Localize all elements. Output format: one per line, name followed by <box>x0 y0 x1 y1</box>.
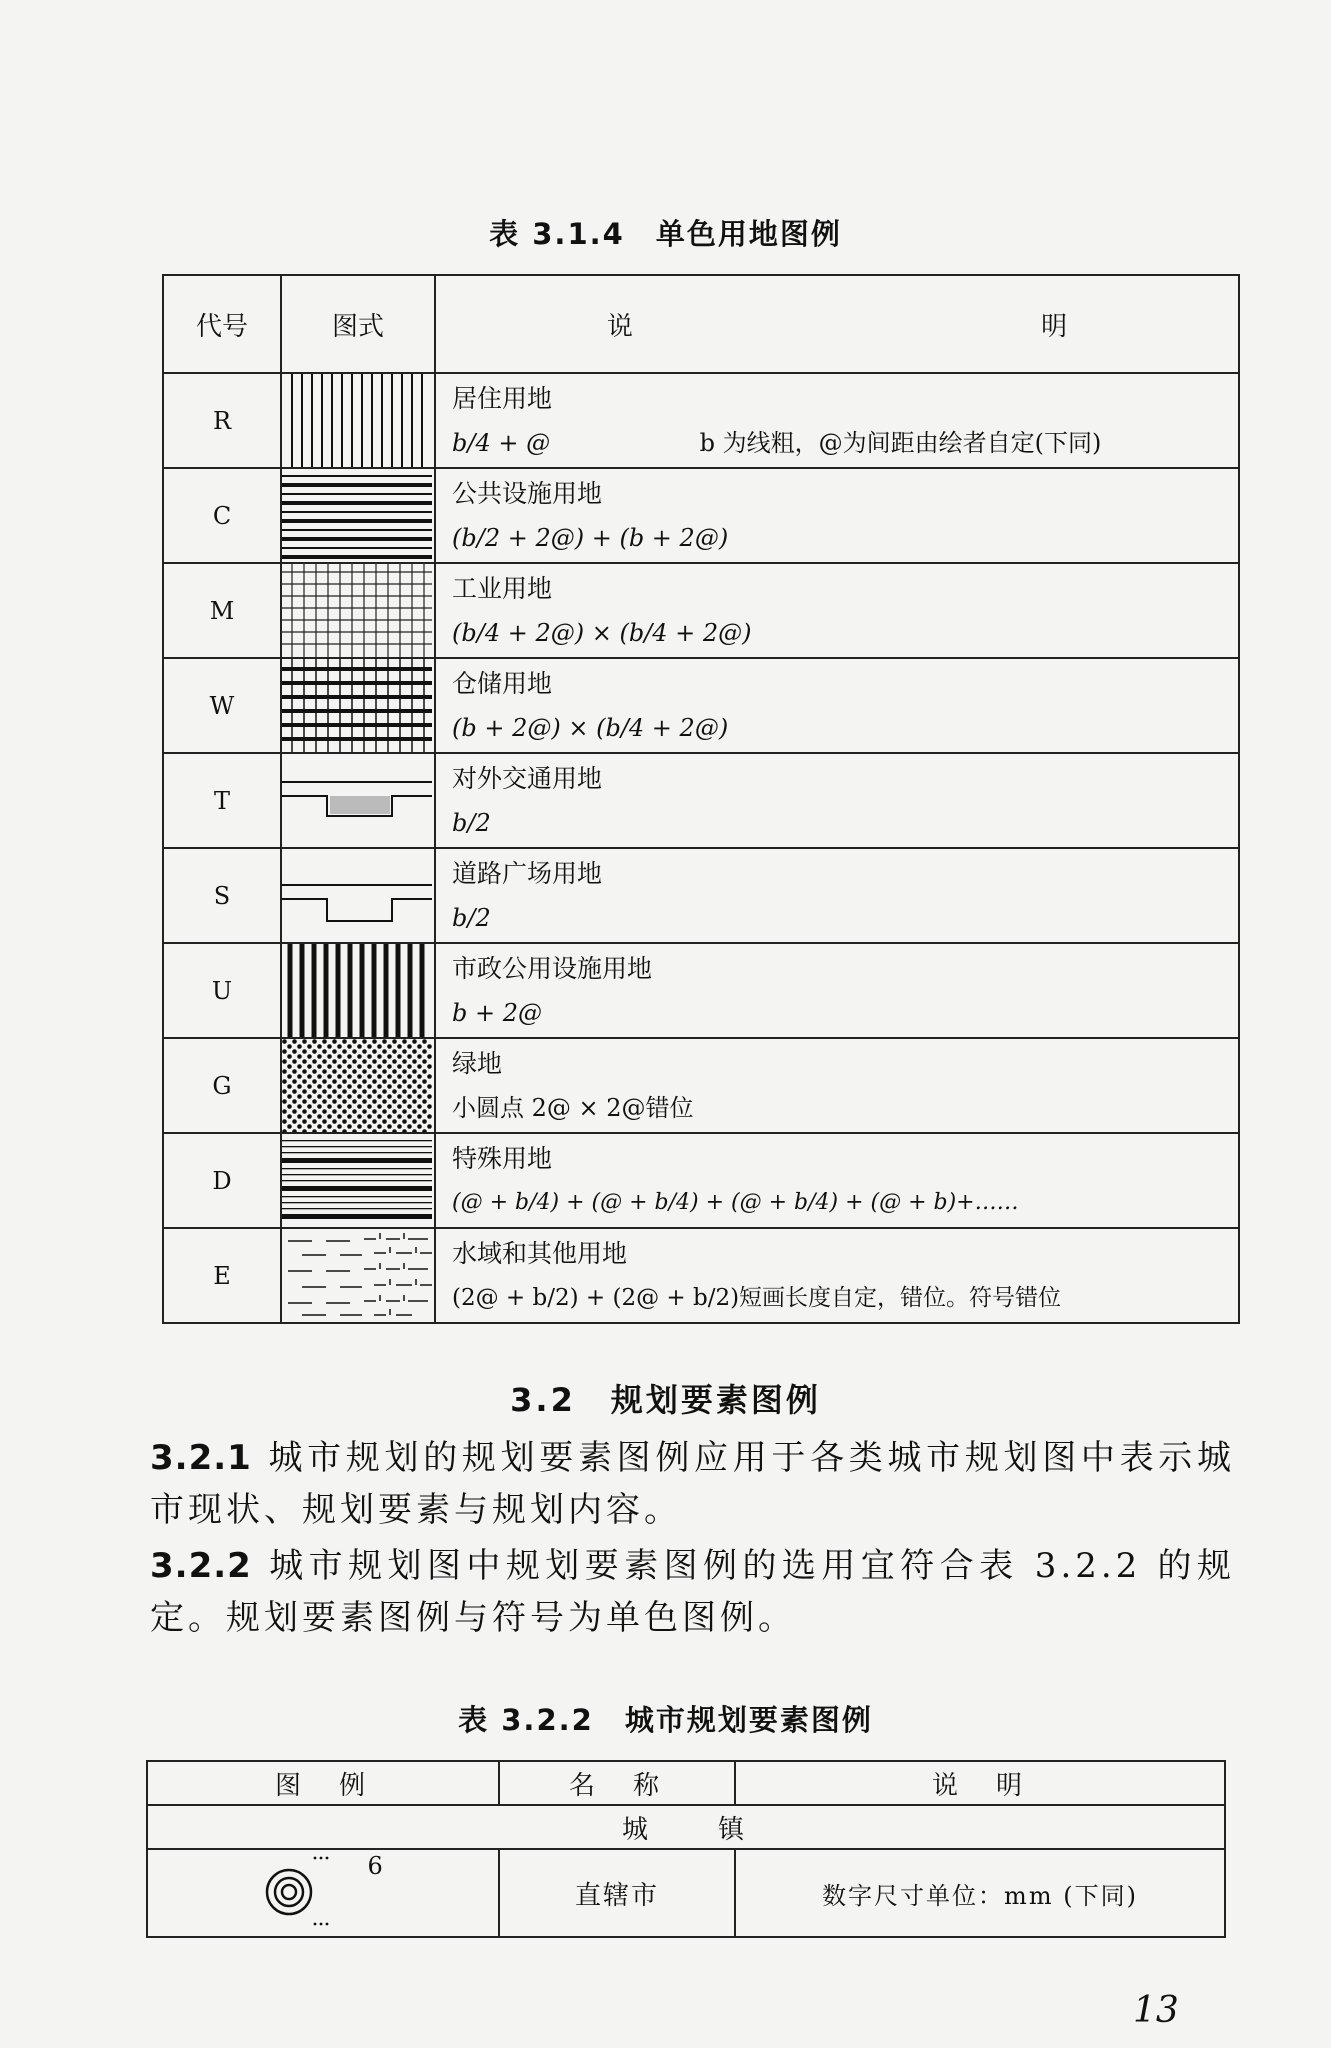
group-label: 城 镇 <box>147 1805 1225 1849</box>
bold-grid-icon <box>281 658 435 753</box>
table-row <box>147 1849 1225 1937</box>
section-heading: 3.2 规划要素图例 <box>510 1381 821 1419</box>
row-description <box>435 848 1239 943</box>
road-notch-icon <box>281 848 435 943</box>
symbol-size: 6 <box>367 1851 383 1880</box>
row-description <box>435 563 1239 658</box>
bold-vertical-hatch-icon <box>281 943 435 1038</box>
header-description: 说 明 <box>735 1761 1225 1805</box>
row-name: 水域和其他用地 <box>452 1238 628 1268</box>
paragraph-3-2-2 <box>150 1540 1235 1644</box>
row-code: D <box>163 1133 281 1228</box>
header-description <box>435 275 1239 373</box>
row-name: 对外交通用地 <box>452 763 603 793</box>
fine-grid-icon <box>281 563 435 658</box>
horizontal-stripe-icon <box>281 468 435 563</box>
row-note: (@ + b/4) + (@ + b/4) + (@ + b/4) + (@ + b)+…… <box>452 1189 1019 1215</box>
row-description <box>435 468 1239 563</box>
clause-number: 3.2.1 <box>150 1438 252 1478</box>
table-row <box>163 468 1239 563</box>
table-row <box>163 753 1239 848</box>
table-row <box>163 1038 1239 1133</box>
header-pattern: 图式 <box>281 275 435 373</box>
table-header-row <box>163 275 1239 373</box>
row-name: 居住用地 <box>452 383 553 413</box>
row-description <box>435 1038 1239 1133</box>
row-note: (b/4 + 2@) × (b/4 + 2@) <box>452 618 752 647</box>
row-note: 小圆点 2@ × 2@错位 <box>452 1093 694 1122</box>
legend-cell <box>147 1849 499 1937</box>
row-name: 市政公用设施用地 <box>452 953 653 983</box>
header-name: 名 称 <box>499 1761 735 1805</box>
row-note: b + 2@ <box>452 998 542 1027</box>
table-2-caption: 表 3.2.2 城市规划要素图例 <box>458 1703 873 1737</box>
table-row <box>163 1133 1239 1228</box>
row-description: 数字尺寸单位：mm (下同) <box>735 1849 1225 1937</box>
row-code: T <box>163 753 281 848</box>
clause-number: 3.2.2 <box>150 1546 252 1586</box>
row-description <box>435 1133 1239 1228</box>
table-row <box>163 373 1239 468</box>
row-extra: b 为线粗，@为间距由绘者自定(下同) <box>699 428 1102 457</box>
header-desc-right: 明 <box>1041 311 1068 342</box>
table-row <box>163 658 1239 753</box>
traffic-notch-icon <box>281 753 435 848</box>
concentric-circles-icon <box>263 1852 353 1935</box>
row-description <box>435 373 1239 468</box>
row-note: b/4 + @ <box>452 428 551 457</box>
header-desc-left: 说 <box>606 311 633 342</box>
row-description <box>435 658 1239 753</box>
row-description <box>435 753 1239 848</box>
row-note: b/2 <box>452 808 491 837</box>
header-legend: 图 例 <box>147 1761 499 1805</box>
table-row <box>163 848 1239 943</box>
row-code: W <box>163 658 281 753</box>
row-name: 工业用地 <box>452 573 553 603</box>
table-1-caption: 表 3.1.4 单色用地图例 <box>489 217 842 251</box>
row-name: 道路广场用地 <box>452 858 603 888</box>
paragraph-3-2-1 <box>150 1432 1235 1536</box>
water-dash-icon <box>281 1228 435 1323</box>
clause-text: 城市规划的规划要素图例应用于各类城市规划图中表示城市现状、规划要素与规划内容。 <box>150 1438 1235 1530</box>
page-number: 13 <box>1133 1990 1179 2031</box>
planning-element-legend-table <box>146 1760 1226 1938</box>
row-code: G <box>163 1038 281 1133</box>
table-header-row <box>147 1761 1225 1805</box>
row-note: (b/2 + 2@) + (b + 2@) <box>452 523 729 552</box>
row-name: 绿地 <box>452 1048 503 1078</box>
row-note: (b + 2@) × (b/4 + 2@) <box>452 713 729 742</box>
row-name: 直辖市 <box>499 1849 735 1937</box>
clause-text: 城市规划图中规划要素图例的选用宜符合表 3.2.2 的规定。规划要素图例与符号为单色图例。 <box>150 1546 1235 1638</box>
row-code: M <box>163 563 281 658</box>
row-code: R <box>163 373 281 468</box>
row-code: E <box>163 1228 281 1323</box>
vertical-hatch-icon <box>281 373 435 468</box>
row-note: (2@ + b/2) + (2@ + b/2)短画长度自定，错位。符号错位 <box>452 1284 1062 1311</box>
row-description <box>435 943 1239 1038</box>
row-name: 特殊用地 <box>452 1143 553 1173</box>
row-description <box>435 1228 1239 1323</box>
table-row <box>163 563 1239 658</box>
mixed-stripe-icon <box>281 1133 435 1228</box>
row-name: 公共设施用地 <box>452 478 603 508</box>
table-row <box>163 943 1239 1038</box>
land-use-legend-table <box>162 274 1240 1324</box>
row-note: b/2 <box>452 903 491 932</box>
row-name: 仓储用地 <box>452 668 553 698</box>
row-code: S <box>163 848 281 943</box>
dot-pattern-icon <box>281 1038 435 1133</box>
row-code: C <box>163 468 281 563</box>
header-code: 代号 <box>163 275 281 373</box>
row-code: U <box>163 943 281 1038</box>
group-row <box>147 1805 1225 1849</box>
table-row <box>163 1228 1239 1323</box>
